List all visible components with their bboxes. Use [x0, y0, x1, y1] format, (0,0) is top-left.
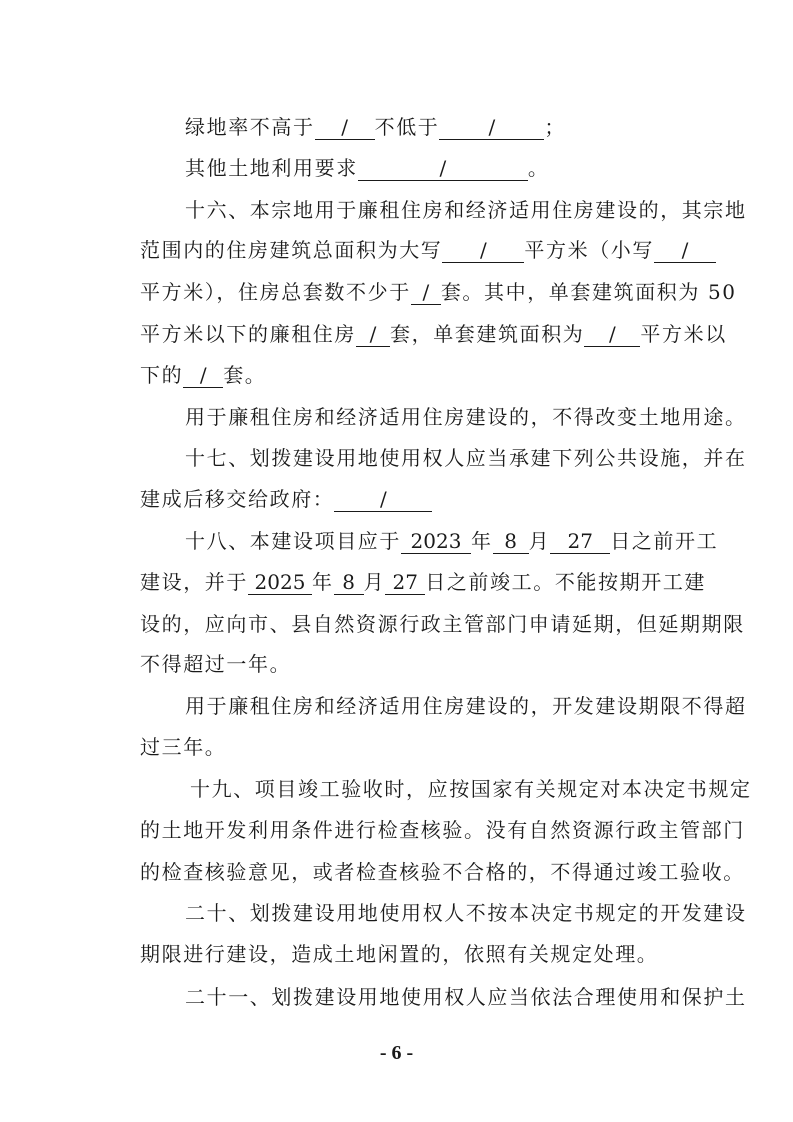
text-line [140, 479, 432, 519]
fill-in-blank: / [334, 487, 432, 512]
text-line [140, 810, 745, 850]
text-line [140, 604, 745, 644]
text-run: 用于廉租住房和经济适用住房建设的，不得改变土地用途。 [185, 405, 747, 429]
text-run: 不低于 [374, 115, 440, 139]
fill-in-blank: 8 [334, 570, 364, 595]
text-run: 月 [363, 570, 386, 594]
text-run: 设的，应向市、县自然资源行政主管部门申请延期，但延期期限 [140, 612, 745, 636]
text-run: 平方米以 [640, 322, 727, 346]
text-line [140, 852, 745, 892]
text-run: 过三年。 [140, 735, 227, 759]
text-run: 。 [527, 156, 550, 180]
text-run: 建成后移交给政府： [140, 487, 335, 511]
text-line [185, 397, 747, 437]
text-run: 期限进行建设，造成土地闲置的，依照有关规定处理。 [140, 942, 659, 966]
text-line [185, 686, 747, 726]
text-line [140, 562, 706, 602]
text-line [140, 355, 266, 395]
text-run: 二十一、划拨建设用地使用权人应当依法合理使用和保护土 [185, 985, 747, 1009]
text-run: 十九、项目竣工验收时，应按国家有关规定对本决定书规定 [190, 777, 752, 801]
text-run: ； [544, 115, 567, 139]
text-run: 二十、划拨建设用地使用权人不按本决定书规定的开发建设 [185, 901, 747, 925]
text-line [185, 893, 747, 933]
text-line [140, 934, 658, 974]
fill-in-blank: / [315, 115, 375, 140]
text-run: 套，单套建筑面积为 [390, 322, 585, 346]
fill-in-blank: / [439, 115, 544, 140]
text-run: 日之前开工 [610, 529, 719, 553]
text-run: 不得超过一年。 [140, 652, 292, 676]
text-run: 平方米（小写 [524, 238, 655, 262]
text-run: 平方米），住房总套数不少于 [140, 280, 411, 304]
text-run: 套。 [223, 363, 267, 387]
text-run: 范围内的住房建筑总面积为大写 [140, 238, 443, 262]
fill-in-blank: / [358, 156, 528, 181]
text-run: 月 [528, 529, 551, 553]
text-line [185, 190, 747, 230]
fill-in-blank: / [356, 322, 390, 347]
fill-in-blank: 2025 [248, 570, 312, 595]
text-run: 十七、划拨建设用地使用权人应当承建下列公共设施，并在 [185, 446, 747, 470]
page-number: - 6 - [379, 1042, 414, 1064]
text-run: 的检查核验意见，或者检查核验不合格的，不得通过竣工验收。 [140, 860, 745, 884]
text-line [140, 314, 727, 354]
text-run: 其他土地利用要求 [185, 156, 358, 180]
text-line [140, 272, 737, 312]
text-line [185, 148, 549, 188]
fill-in-blank: / [411, 280, 441, 305]
text-line [185, 107, 566, 147]
text-run: 绿地率不高于 [185, 115, 315, 139]
text-line [140, 230, 716, 270]
fill-in-blank: 2023 [401, 529, 471, 554]
text-run: 日之前竣工。不能按期开工建 [425, 570, 707, 594]
text-run: 建设，并于 [140, 570, 248, 594]
fill-in-blank: / [584, 322, 640, 347]
text-run: 年 [471, 529, 493, 553]
text-line [185, 438, 747, 478]
fill-in-blank: / [654, 238, 716, 263]
text-line [185, 521, 718, 561]
text-line [140, 644, 291, 684]
text-run: 年 [312, 570, 334, 594]
fill-in-blank: 27 [550, 529, 610, 554]
text-run: 十八、本建设项目应于 [185, 529, 401, 553]
text-line [140, 727, 226, 767]
text-run: 套。其中，单套建筑面积为 50 [440, 280, 737, 304]
text-run: 下的 [140, 363, 184, 387]
fill-in-blank: / [442, 238, 524, 263]
text-run: 平方米以下的廉租住房 [140, 322, 356, 346]
text-line [190, 769, 752, 809]
text-run: 十六、本宗地用于廉租住房和经济适用住房建设的，其宗地 [185, 198, 747, 222]
text-run: 用于廉租住房和经济适用住房建设的，开发建设期限不得超 [185, 694, 747, 718]
fill-in-blank: 27 [385, 570, 425, 595]
text-run: 的土地开发利用条件进行检查核验。没有自然资源行政主管部门 [140, 818, 745, 842]
text-line [185, 977, 747, 1017]
fill-in-blank: / [183, 363, 223, 388]
fill-in-blank: 8 [493, 529, 529, 554]
